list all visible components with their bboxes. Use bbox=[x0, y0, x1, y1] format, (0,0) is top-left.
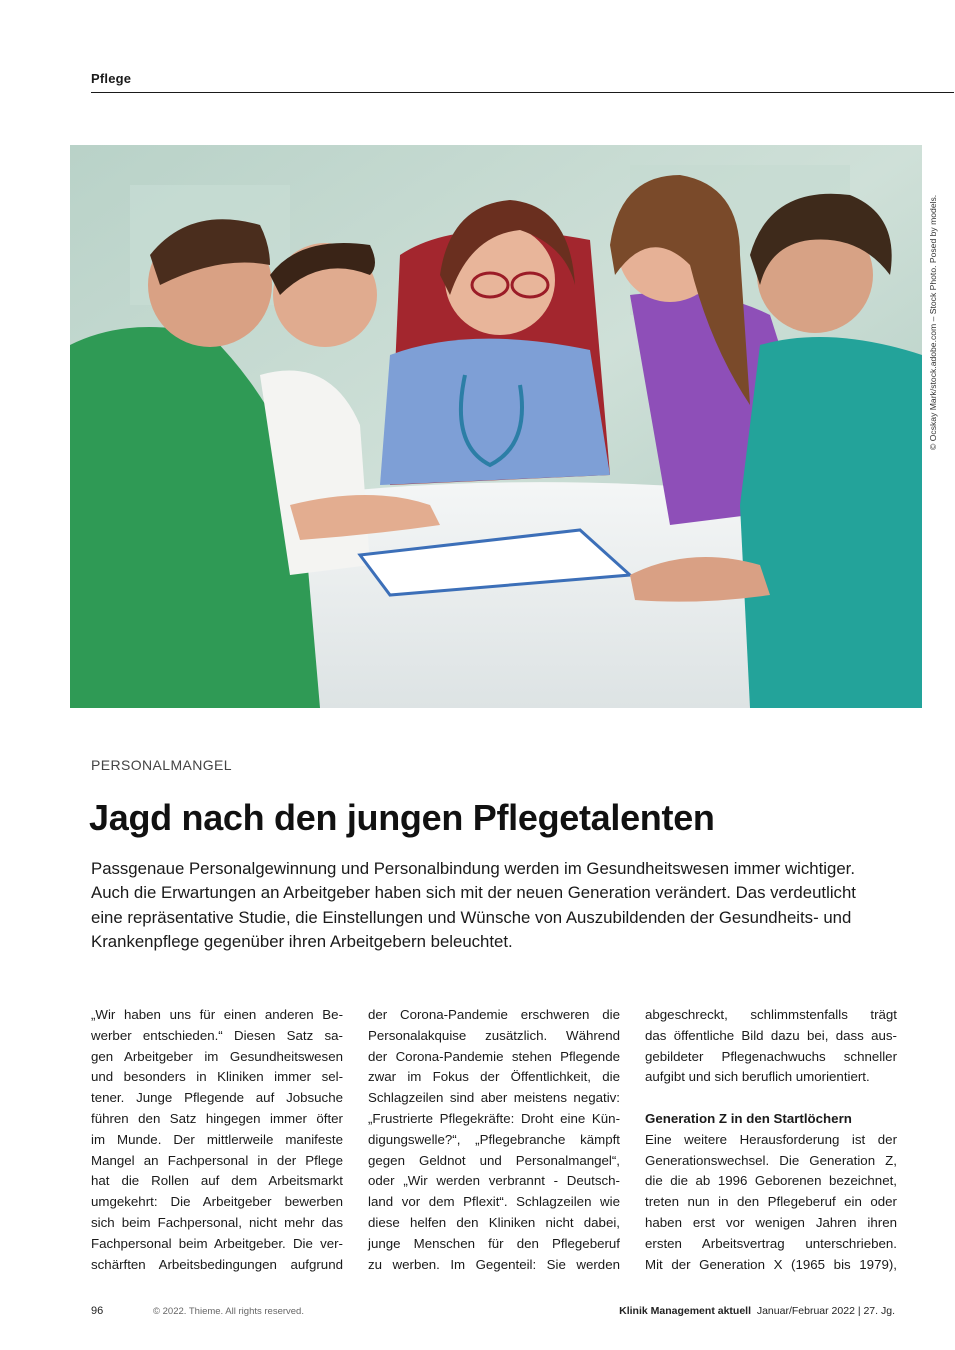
body-line: der Corona-Pandemie stehen Pflegende bbox=[368, 1048, 620, 1064]
body-line: junge Menschen für den Pflegeberuf bbox=[368, 1235, 620, 1251]
lead-line: eine repräsentative Studie, die Einstellungen und Wünsche von Auszubildenden der Gesundheits- und bbox=[91, 907, 852, 927]
header-rule bbox=[91, 92, 954, 93]
article-title: Jagd nach den jungen Pflegetalenten bbox=[89, 797, 715, 838]
body-line: haben erst vor wenigen Jahren ihren bbox=[645, 1214, 897, 1230]
page-number: 96 bbox=[91, 1305, 104, 1317]
body-line: abgeschreckt, schlimmstenfalls trägt bbox=[645, 1007, 897, 1022]
journal-issue: Januar/Februar 2022 | 27. Jg. bbox=[756, 1305, 895, 1317]
lead-line: Auch die Erwartungen an Arbeitgeber haben sich mit der neuen Generation verändert. Das verdeutlicht bbox=[91, 883, 856, 903]
body-line: Mangel an Fachpersonal in der Pflege bbox=[91, 1152, 343, 1168]
section-label: Pflege bbox=[91, 71, 132, 86]
body-line: der Corona-Pandemie erschweren die bbox=[368, 1007, 620, 1022]
article-lead bbox=[91, 857, 891, 955]
lead-line: Krankenpflege gegenüber ihren Arbeitgebern beleuchtet. bbox=[91, 932, 513, 952]
body-line: „Wir haben uns für einen anderen Be- bbox=[91, 1007, 343, 1022]
body-line: gen Arbeitgeber im Gesundheitswesen bbox=[91, 1048, 343, 1064]
photo-nursing-students-meeting bbox=[70, 145, 922, 708]
body-line: ersten Arbeitsvertrag unterschrieben. bbox=[645, 1235, 897, 1251]
body-line: Schlagzeilen sind aber meistens negativ: bbox=[368, 1090, 620, 1106]
article-kicker: PERSONALMANGEL bbox=[91, 757, 232, 773]
body-line: im Munde. Der mittlerweile manifeste bbox=[91, 1131, 343, 1147]
body-line: gebildeter Pflegenachwuchs schneller bbox=[645, 1048, 897, 1064]
body-line: schärften Arbeitsbedingungen aufgrund bbox=[91, 1256, 343, 1272]
photo-credit-text: © Ocskay Mark/stock.adobe.com – Stock Photo. Posed by models. bbox=[928, 194, 938, 450]
body-line: sich beim Fachpersonal, nicht mehr das bbox=[91, 1214, 343, 1230]
body-line: die die ab 1996 Geborenen bezeichnet, bbox=[645, 1173, 897, 1189]
paragraph-gap bbox=[645, 1088, 897, 1109]
body-line: diese helfen den Kliniken nicht dabei, bbox=[368, 1214, 620, 1230]
body-column-3 bbox=[645, 1005, 897, 1275]
journal-name: Klinik Management aktuell bbox=[619, 1305, 751, 1317]
body-line: werber entschieden.“ Diesen Satz sa- bbox=[91, 1027, 343, 1043]
body-line: „Frustrierte Pflegekräfte: Droht eine Kün- bbox=[368, 1110, 620, 1126]
body-line: umgekehrt: Die Arbeitgeber bewerben bbox=[91, 1194, 343, 1210]
body-line: und besonders in Kliniken immer sel- bbox=[91, 1069, 343, 1085]
photo-credit bbox=[928, 160, 942, 450]
body-line: tener. Junge Pflegende auf Jobsuche bbox=[91, 1090, 343, 1106]
body-line: oder „Wir werden verbrannt - Deutsch- bbox=[368, 1173, 620, 1189]
body-line: Generationswechsel. Die Generation Z, bbox=[645, 1152, 897, 1168]
body-line: hat die Rollen auf dem Arbeitsmarkt bbox=[91, 1173, 343, 1189]
body-line: land vor dem Pflexit“. Schlagzeilen wie bbox=[368, 1194, 620, 1210]
body-line: Fachpersonal beim Arbeitgeber. Die ver- bbox=[91, 1235, 343, 1251]
body-line: führen den Satz hingegen immer öfter bbox=[91, 1110, 343, 1126]
journal-info bbox=[619, 1305, 895, 1317]
body-line: Personalakquise zusätzlich. Während bbox=[368, 1027, 620, 1043]
body-line: gegen Geldnot und Personalmangel“, bbox=[368, 1152, 620, 1168]
body-line: Eine weitere Herausforderung ist der bbox=[645, 1131, 897, 1147]
body-line: aufgibt und sich beruflich umorientiert. bbox=[645, 1069, 870, 1085]
copyright-notice: © 2022. Thieme. All rights reserved. bbox=[153, 1306, 304, 1317]
body-column-1 bbox=[91, 1005, 343, 1275]
section-subheading: Generation Z in den Startlöchern bbox=[645, 1110, 852, 1126]
body-line: treten nun in den Pflegeberuf ein oder bbox=[645, 1194, 897, 1210]
body-line: digungswelle?“, „Pflegebranche kämpft bbox=[368, 1131, 620, 1147]
body-column-2 bbox=[368, 1005, 620, 1275]
body-line: zu werben. Im Gegenteil: Sie werden bbox=[368, 1256, 620, 1272]
body-line: das öffentliche Bild dazu bei, dass aus- bbox=[645, 1027, 897, 1043]
body-line: Mit der Generation X (1965 bis 1979), bbox=[645, 1256, 897, 1272]
body-line: zwar im Fokus der Öffentlichkeit, die bbox=[368, 1069, 620, 1085]
lead-line: Passgenaue Personalgewinnung und Personalbindung werden im Gesundheitswesen immer wichtiger. bbox=[91, 859, 856, 878]
